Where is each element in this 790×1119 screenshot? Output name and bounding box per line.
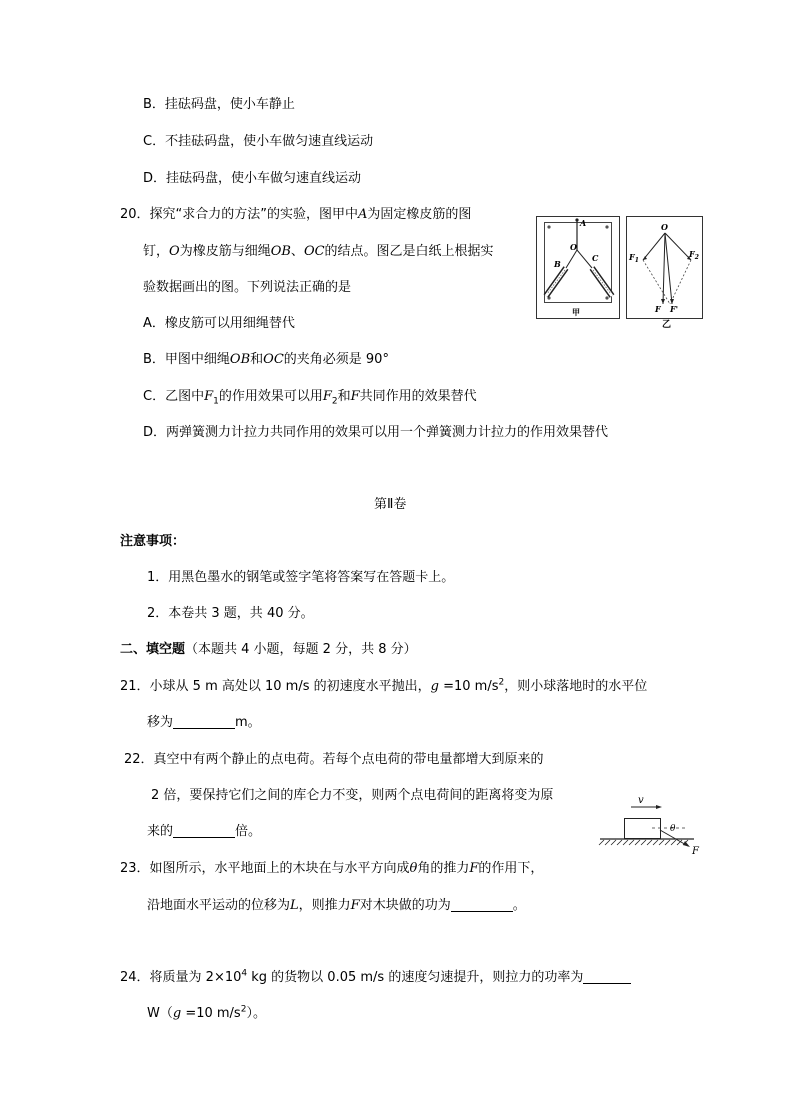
section2-desc: （本题共 4 小题，每题 2 分，共 8 分） [185,642,417,657]
ground-hatch [599,840,688,845]
note-1: 1．用黑色墨水的钢笔或签字笔将答案写在答题卡上。 [147,570,455,585]
caption-jia: 甲 [572,307,580,317]
q20-figure-jia [536,216,620,319]
q21-answer-blank[interactable] [173,714,235,729]
section2-title: 二、填空题 [120,642,186,657]
note-2: 2．本卷共 3 题，共 40 分。 [147,606,314,621]
q20-option-a: A．橡皮筋可以用细绳替代 [143,316,295,331]
label-theta: θ [670,824,676,834]
q19-option-d: D．挂砝码盘，使小车做匀速直线运动 [143,171,362,186]
label-f: F [655,304,661,314]
q20-stem-line3: 验数据画出的图。下列说法正确的是 [143,280,352,295]
section2-heading [120,641,417,659]
label-v: v [638,795,644,806]
label-f2: $F_2$ [689,249,699,261]
wooden-block [625,819,661,839]
notes-title: 注意事项： [120,534,186,549]
label-c: C [592,253,599,263]
q20-option-c: C．乙图中$F_1$的作用效果可以用$F_2$和F共同作用的效果替代 [143,389,477,407]
label-b: B [554,259,561,269]
label-a: A [580,218,587,228]
q20-option-b: B．甲图中细绳OB和OC的夹角必须是 90° [143,352,389,367]
q21-line1: 21．小球从 5 m 高处以 10 m/s 的初速度水平抛出，g =10 $m/s^2$，则小球落地时的水平位 [120,677,648,694]
label-f: F [692,846,699,854]
q22-line1: 22．真空中有两个静止的点电荷。若每个点电荷的带电量都增大到原来的 [124,752,544,767]
q24-line1: 24．将质量为 $2\times 10^4$ kg 的货物以 0.05 m/s 的速度匀速提升，则拉力的功率为 [120,969,631,987]
q20-option-d: D．两弹簧测力计拉力共同作用的效果可以用一个弹簧测力计拉力的作用效果替代 [143,425,609,440]
label-f1: $F_1$ [629,252,639,264]
q22-line3: 来的 倍。 [147,824,262,839]
q23-line1: 23．如图所示，水平地面上的木块在与水平方向成θ角的推力F的作用下， [120,861,544,876]
q20-stem-line2: 钉，O为橡皮筋与细绳OB、OC的结点。图乙是白纸上根据实 [143,244,494,259]
q24-answer-blank[interactable] [583,969,631,984]
q22-answer-blank[interactable] [173,823,235,838]
q22-line2: 2 倍，要保持它们之间的库仑力不变，则两个点电荷间的距离将变为原 [151,788,554,803]
q21-line2: 移为 m。 [147,715,261,730]
q23-line2: 沿地面水平运动的位移为L，则推力F对木块做的功为 。 [147,898,526,913]
label-o: O [570,242,577,252]
q19-option-c: C．不挂砝码盘，使小车做匀速直线运动 [143,134,374,149]
label-f-prime: F' [670,304,679,314]
q23-figure [598,790,708,854]
caption-yi-text: 乙 [662,320,672,330]
q20-stem-line1: 20．探究“求合力的方法”的实验，图甲中A为固定橡皮筋的图 [120,207,472,222]
q24-line2: W（g =10 $m/s^2$）。 [147,1004,266,1021]
q19-option-b: B．挂砝码盘，使小车静止 [143,97,295,112]
part2-title: 第Ⅱ卷 [374,497,407,512]
q20-figure-yi [626,216,703,319]
q23-answer-blank[interactable] [451,897,513,912]
label-o: O [661,222,668,232]
